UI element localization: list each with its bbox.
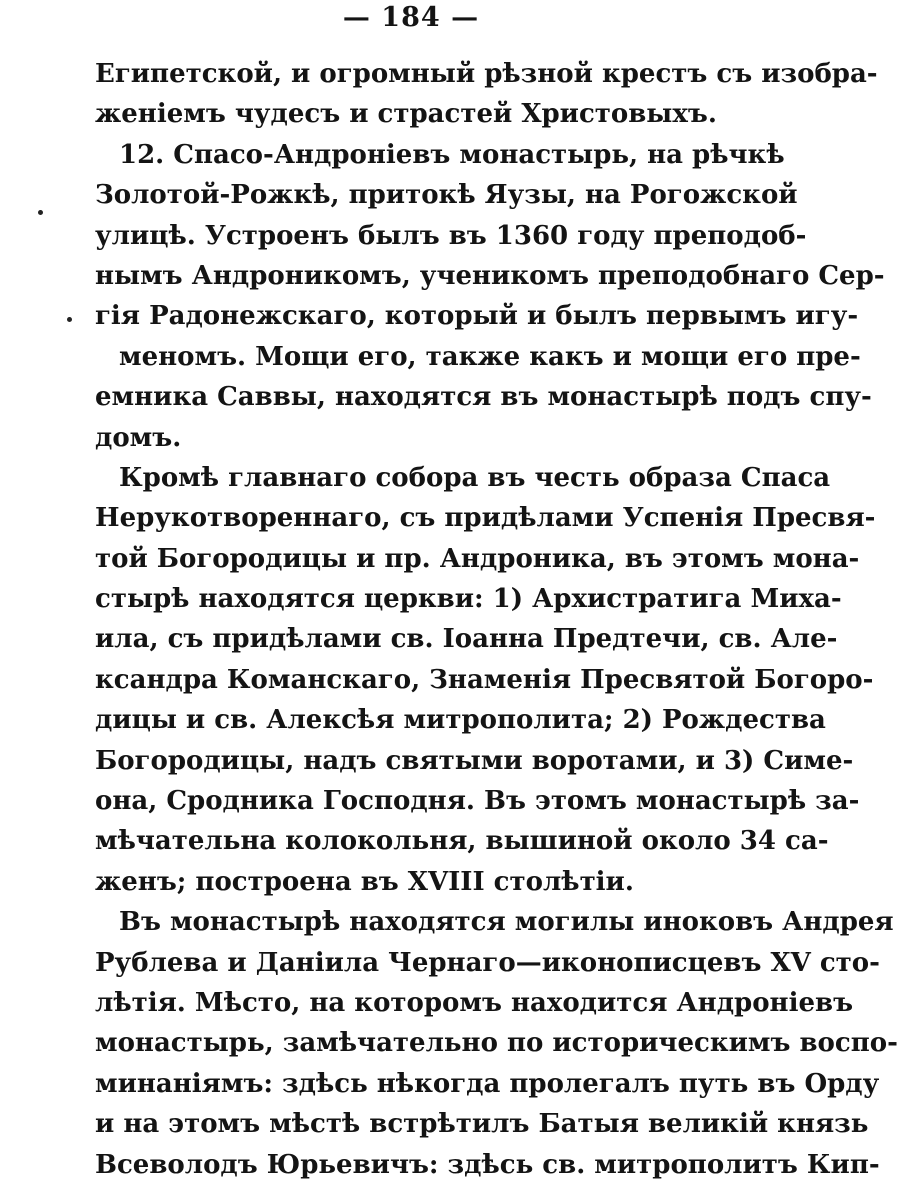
text-line: гія Радонежскаго, который и былъ первымъ игу- [95,301,859,332]
text-line: домъ. [95,422,182,453]
text-line: Всеволодъ Юрьевичъ: здѣсь св. митрополитъ Кип- [95,1149,880,1180]
text-body [95,54,898,1185]
margin-mark [67,317,72,322]
text-line: женъ; построена въ XVIII столѣтіи. [95,866,634,897]
text-line: она, Сродника Господня. Въ этомъ монастырѣ за- [95,786,860,817]
text-line: стырѣ находятся церкви: 1) Архистратига Миха- [95,584,842,615]
text-line: и на этомъ мѣстѣ встрѣтилъ Батыя великій князь [95,1109,869,1140]
text-line: женіемъ чудесъ и страстей Христовыхъ. [95,99,717,130]
text-line: улицѣ. Устроенъ былъ въ 1360 году преподоб- [95,220,807,251]
text-line: ксандра Команскаго, Знаменія Пресвятой Богоро- [95,664,874,695]
text-line: 12. Спасо-Андроніевъ монастырь, на рѣчкѣ [119,139,785,170]
text-line: Въ монастырѣ находятся могилы иноковъ Андрея [119,907,894,938]
text-line: нымъ Андроникомъ, ученикомъ преподобнаго Сер- [95,260,885,291]
text-line: Нерукотвореннаго, съ придѣлами Успенія Пресвя- [95,503,876,534]
text-line: емника Саввы, находятся въ монастырѣ подъ спу- [95,382,872,413]
text-line: дицы и св. Алексѣя митрополита; 2) Рождества [95,705,826,736]
text-line: монастырь, замѣчательно по историческимъ воспо- [95,1028,898,1059]
text-line: Кромѣ главнаго собора въ честь образа Спаса [119,462,831,493]
text-line: Египетской, и огромный рѣзной крестъ съ изобра- [95,59,878,89]
margin-mark [38,210,43,215]
text-line: лѣтія. Мѣсто, на которомъ находится Андроніевъ [95,987,854,1018]
text-line: Богородицы, надъ святыми воротами, и 3) Симе- [95,745,854,776]
page-number: — 184 — [342,2,480,33]
text-line: мѣчательна колокольня, вышиной около 34 са- [95,826,829,857]
text-line: минаніямъ: здѣсь нѣкогда пролегалъ путь въ Орду [95,1068,880,1099]
text-line: меномъ. Мощи его, также какъ и мощи его пре- [119,341,861,372]
text-line: Золотой-Рожкѣ, притокѣ Яузы, на Рогожской [95,180,798,211]
text-line: ила, съ придѣлами св. Іоанна Предтечи, св. Але- [95,624,838,655]
text-line: Рублева и Даніила Чернаго—иконописцевъ XV сто- [95,947,880,978]
text-line: той Богородицы и пр. Андроника, въ этомъ мона- [95,543,860,574]
